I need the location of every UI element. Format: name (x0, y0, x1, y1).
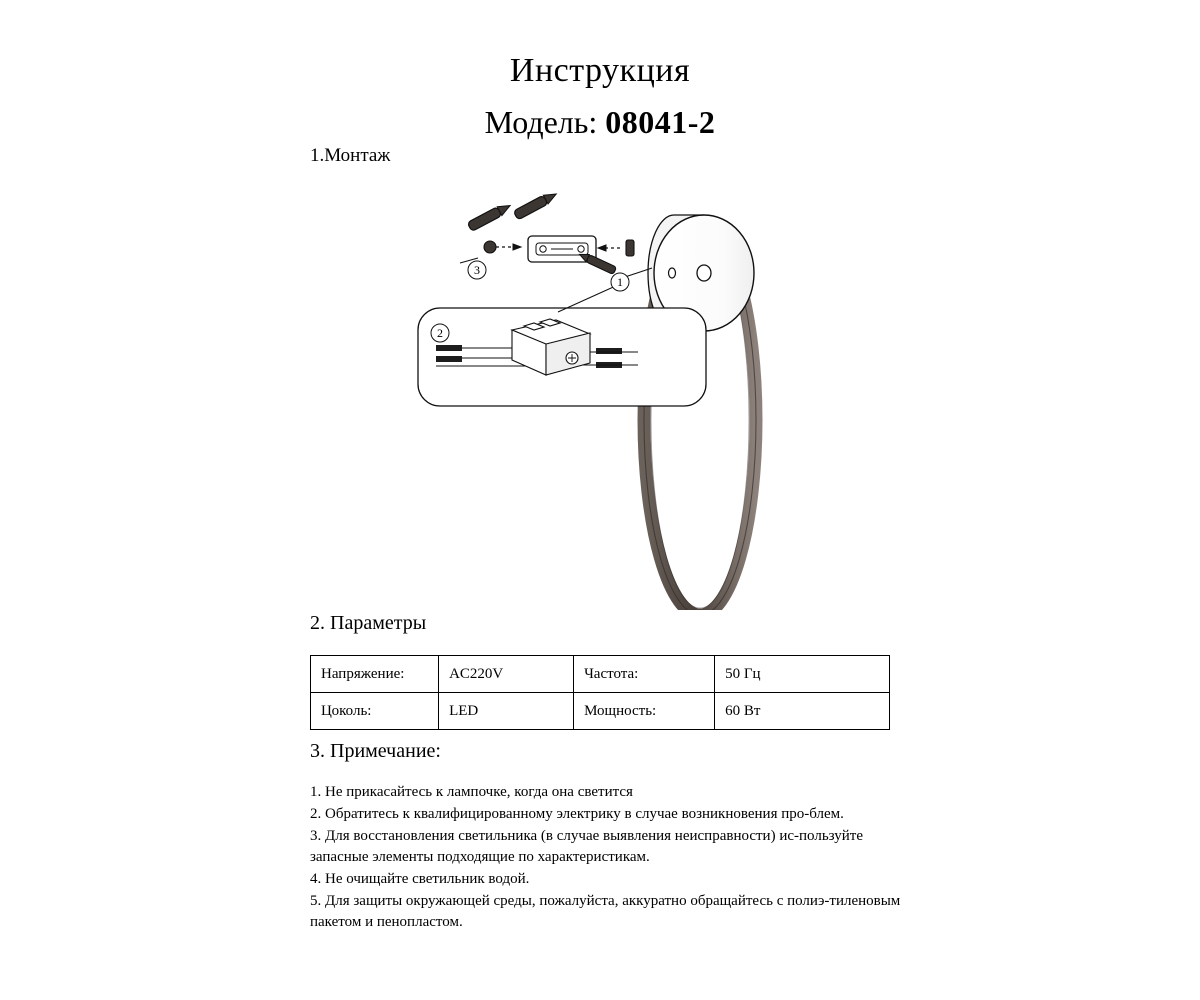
callout-2: 2 (437, 326, 443, 340)
model-line (0, 104, 1200, 141)
note-item: 4. Не очищайте светильник водой. (310, 871, 530, 887)
callout-1: 1 (617, 275, 623, 289)
param-value-voltage: AC220V (439, 656, 574, 693)
note-item: 5. Для защиты окружающей среды, пожалуйста, аккуратно обращайтесь с полиэ-тиленовым пакетом и пенопластом. (310, 893, 901, 930)
param-key-frequency: Частота: (574, 656, 715, 693)
note-item: 1. Не прикасайтесь к лампочке, когда она светится (310, 784, 633, 800)
section-mounting-heading: 1.Монтаж (310, 145, 391, 166)
notes-list (310, 782, 910, 934)
param-value-socket: LED (439, 693, 574, 730)
parameters-table (310, 655, 890, 730)
table-row (311, 693, 890, 730)
callout-3: 3 (474, 263, 480, 277)
note-item: 3. Для восстановления светильника (в случае выявления неисправности) ис-пользуйте запасные элементы подходящие по характеристикам. (310, 828, 864, 865)
terminal-detail-graphic (418, 308, 706, 406)
note-item: 2. Обратитесь к квалифицированному электрику в случае возникновения про-блем. (310, 806, 844, 822)
section-parameters-heading: 2. Параметры (310, 612, 427, 634)
table-row (311, 656, 890, 693)
param-key-power: Мощность: (574, 693, 715, 730)
param-key-socket: Цоколь: (311, 693, 439, 730)
mounting-diagram (300, 180, 920, 610)
param-value-power: 60 Вт (715, 693, 890, 730)
model-number: 08041-2 (605, 104, 716, 140)
param-key-voltage: Напряжение: (311, 656, 439, 693)
page-title: Инструкция (509, 52, 691, 89)
param-value-frequency: 50 Гц (715, 656, 890, 693)
model-label: Модель: (484, 104, 598, 140)
section-notes-heading: 3. Примечание: (310, 740, 441, 762)
